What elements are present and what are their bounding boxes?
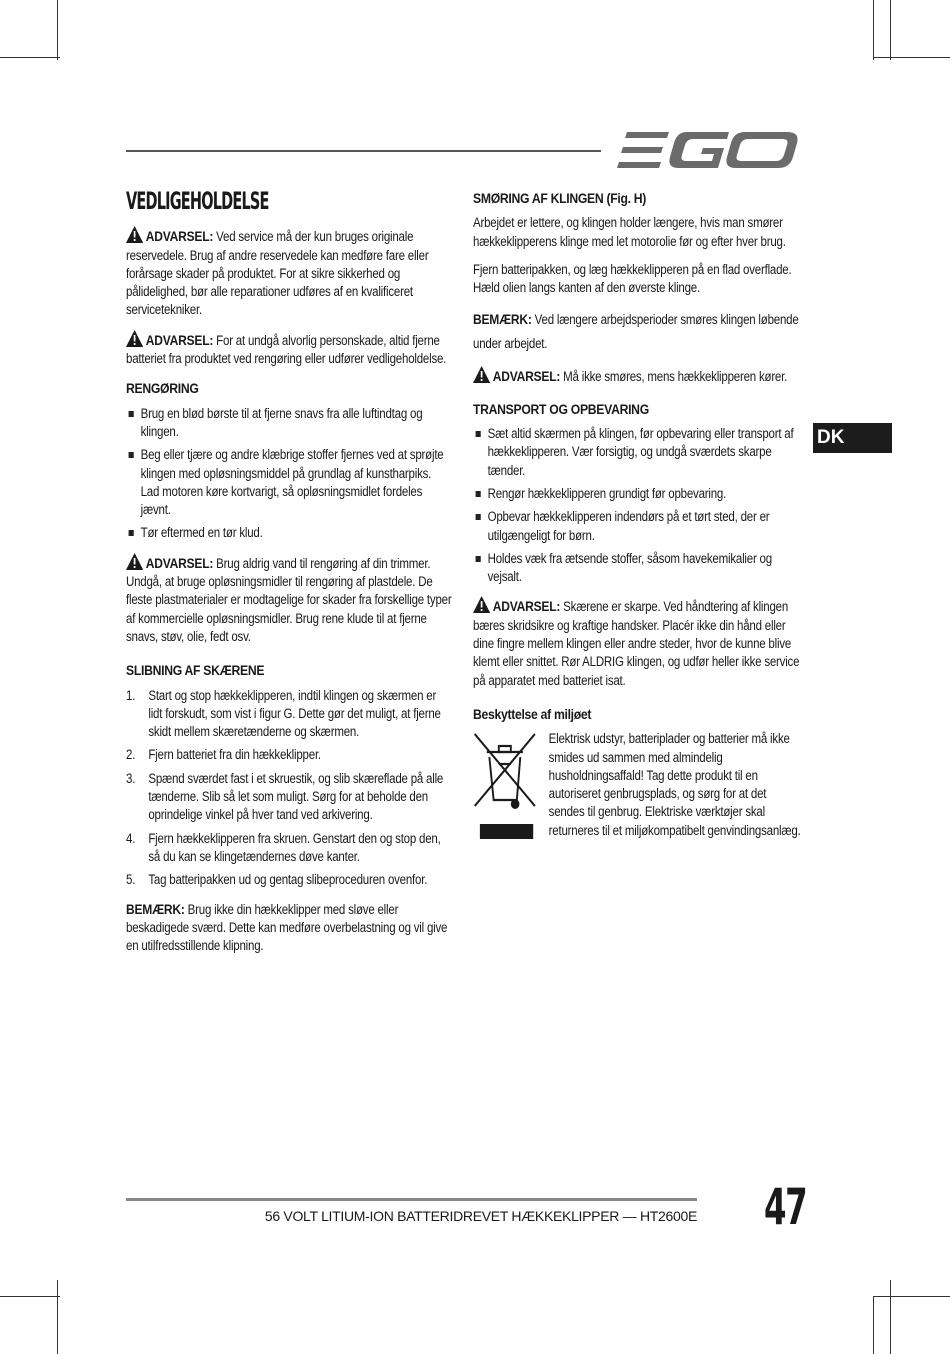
footer-rule (126, 1198, 697, 1201)
warning-text: Ved service må der kun bruges originale reservedele. Brug af andre reservedele kan medføre fare eller forårsage skader på produktet. For at sikre sikkerhed og pålidelighed, bør alle reparationer udføres af en kvalificeret servicetekniker. (126, 229, 429, 318)
header-rule (126, 150, 601, 152)
warning-text: Må ikke smøres, mens hækkeklipperen kører. (560, 369, 788, 385)
crop-mark (890, 1280, 891, 1354)
list-number: 2. (126, 747, 136, 763)
list-item (126, 746, 452, 764)
warning-text: For at undgå alvorlig personskade, altid fjerne batteriet fra produktet ved rengøring eller udfører vedligeholdelse. (126, 332, 447, 367)
warning-triangle-icon (126, 553, 143, 570)
note-paragraph (473, 307, 801, 356)
warning-keyword: ADVARSEL: (145, 554, 214, 571)
footer-product-title: 56 VOLT LITIUM-ION BATTERIDREVET HÆKKEKLIPPER — HT2600E (264, 1208, 697, 1224)
crop-mark (873, 1296, 950, 1297)
list-number: 3. (126, 770, 136, 786)
lubrication-heading: SMØRING AF KLINGEN (Fig. H) (473, 191, 647, 207)
cleaning-list (126, 405, 452, 543)
crop-mark (57, 1280, 58, 1354)
warning-triangle-icon (126, 330, 143, 347)
paragraph: Fjern batteripakken, og læg hækkeklipperen på en flad overflade. Hæld olien langs kanten af den øverste klinge. (473, 261, 792, 296)
list-item (126, 871, 452, 889)
warning-keyword: ADVARSEL: (492, 598, 561, 615)
right-column (473, 190, 801, 840)
list-item (126, 687, 452, 742)
list-text: Start og stop hækkeklipperen, indtil klingen og skærmen er lidt forskudt, som vist i figur G. Dette gør det muligt, at fjerne skidt mellem skæretænderne og skærmen. (148, 687, 441, 740)
list-text: Fjern batteriet fra din hækkeklipper. (148, 747, 321, 763)
list-number: 5. (126, 872, 136, 888)
warning-text: Brug aldrig vand til rengøring af din trimmer. Undgå, at bruge opløsningsmidler til rengøring af plastdele. De fleste plastmaterialer er modtagelige for skader fra forskellige typer af kommercielle opløsningsmidler. Brug rene klude til at fjerne snavs, støv, olie, fedt osv. (126, 555, 452, 644)
sharpening-heading: SLIBNING AF SKÆRENE (126, 663, 265, 680)
weee-crossed-bin-icon (473, 730, 537, 840)
list-item (126, 830, 452, 867)
transport-heading: TRANSPORT OG OPBEVARING (473, 401, 649, 418)
warning-paragraph (473, 366, 801, 386)
crop-mark (873, 1296, 874, 1354)
ego-logo (617, 130, 800, 170)
page-number: 47 (764, 1178, 807, 1236)
crop-mark (873, 0, 874, 60)
list-number: 1. (126, 687, 136, 703)
list-item: Tør eftermed en tør klud. (126, 524, 452, 542)
note-text: Ved længere arbejdsperioder smøres klingen løbende under arbejdet. (473, 312, 799, 352)
warning-triangle-icon (473, 596, 490, 613)
note-text: Brug ikke din hækkeklipper med sløve eller beskadigede sværd. Dette kan medføre overbelastning og vil give en utilfredsstillende klipning. (126, 901, 448, 954)
list-item (126, 770, 452, 825)
list-item: Beg eller tjære og andre klæbrige stoffer fjernes ved at sprøjte klingen med opløsningsmiddel på grundlag af kunstharpiks. Lad motoren køre kortvarigt, så opløsningsmidlet fordeles jævnt. (126, 446, 452, 519)
warning-text: Skærene er skarpe. Ved håndtering af klingen bæres skridsikre og kraftige handsker. Placér ikke din hånd eller dine fingre mellem klingen eller andre steder, hvor de kunne blive klemt eller snittet. Rør ALDRIG klingen, og udfør heller ikke service på apparatet med batteriet isat. (473, 599, 800, 688)
cleaning-heading: RENGØRING (126, 381, 199, 398)
note-keyword: BEMÆRK: (126, 900, 185, 917)
note-paragraph (126, 900, 452, 956)
list-text: Tag batteripakken ud og gentag slibeproceduren ovenfor. (148, 872, 428, 888)
warning-keyword: ADVARSEL: (145, 331, 214, 348)
paragraph: Arbejdet er lettere, og klingen holder længere, hvis man smører hækkeklipperens klinge med let motorolie før og efter hver brug. (473, 215, 786, 249)
warning-keyword: ADVARSEL: (145, 228, 214, 245)
section-title: VEDLIGEHOLDELSE (126, 187, 269, 215)
warning-paragraph (473, 596, 801, 689)
list-item: Opbevar hækkeklipperen indendørs på et tørt sted, der er utilgængeligt for børn. (473, 508, 801, 545)
language-tab: DK (813, 423, 892, 453)
warning-paragraph (126, 330, 452, 369)
crop-mark (57, 0, 58, 60)
environment-text: Elektrisk udstyr, batteriplader og batterier må ikke smides ud sammen med almindelig husholdningsaffald! Tag dette produkt til en autoriseret genbrugsplads, og sørg for at det sendes til genbrug. Elektriske værktøjer skal returneres til et miljøkompatibelt genvindingsanlæg. (548, 731, 801, 838)
list-item: Sæt altid skærmen på klingen, før opbevaring eller transport af hækkeklipperen. Vær forsigtig, og undgå sværdets skarpe tænder. (473, 425, 801, 480)
warning-paragraph (126, 226, 452, 319)
environment-heading: Beskyttelse af miljøet (473, 706, 592, 723)
crop-mark (890, 0, 891, 60)
crop-mark (873, 57, 950, 58)
note-keyword: BEMÆRK: (473, 311, 532, 328)
list-item: Holdes væk fra ætsende stoffer, såsom havekemikalier og vejsalt. (473, 550, 801, 587)
list-number: 4. (126, 830, 136, 846)
transport-list (473, 425, 801, 586)
left-column (126, 187, 452, 965)
crop-mark (0, 57, 60, 58)
list-text: Spænd sværdet fast i et skruestik, og slib skæreflade på alle tænderne. Slib så let som muligt. Sørg for at beholde den oprindelige vinkel på hver tand ved arkivering. (148, 770, 444, 823)
warning-keyword: ADVARSEL: (492, 368, 561, 385)
list-item: Brug en blød børste til at fjerne snavs fra alle luftindtag og klingen. (126, 405, 452, 442)
sharpening-list (126, 687, 452, 890)
warning-paragraph (126, 553, 452, 646)
list-item: Rengør hækkeklipperen grundigt før opbevaring. (473, 485, 801, 503)
crop-mark (0, 1296, 60, 1297)
list-text: Fjern hækkeklipperen fra skruen. Genstart den og stop den, så du kan se klingetændernes døve kanter. (148, 830, 441, 864)
warning-triangle-icon (473, 366, 490, 383)
warning-triangle-icon (126, 226, 143, 243)
environment-block (473, 730, 801, 840)
